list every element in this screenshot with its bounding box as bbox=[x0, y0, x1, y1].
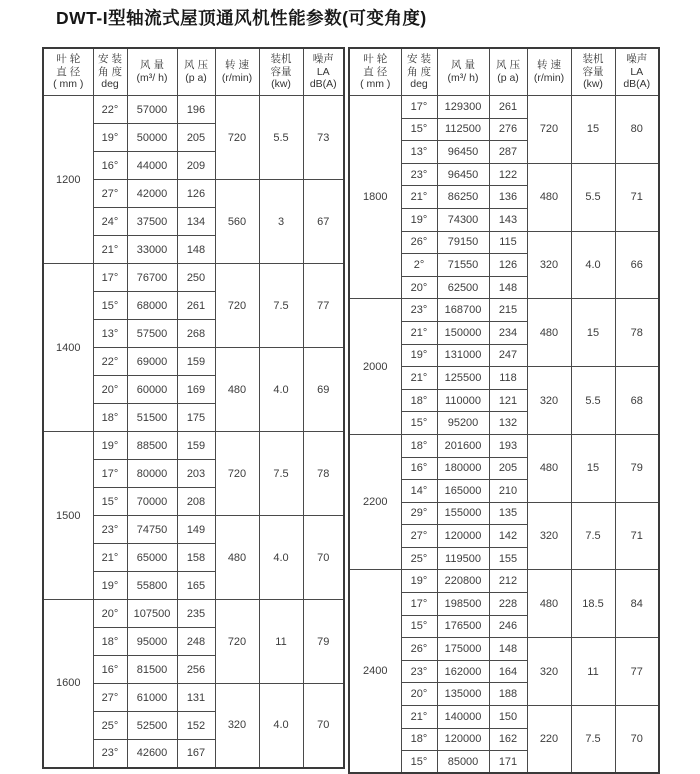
capacity-cell: 7.5 bbox=[571, 706, 615, 774]
angle-cell: 22° bbox=[93, 96, 127, 124]
angle-cell: 26° bbox=[401, 638, 437, 661]
angle-cell: 26° bbox=[401, 231, 437, 254]
volume-cell: 60000 bbox=[127, 376, 177, 404]
pressure-cell: 131 bbox=[177, 684, 215, 712]
noise-cell: 67 bbox=[303, 180, 344, 264]
angle-cell: 22° bbox=[93, 348, 127, 376]
angle-cell: 21° bbox=[93, 544, 127, 572]
angle-cell: 25° bbox=[401, 547, 437, 570]
capacity-cell: 5.5 bbox=[571, 163, 615, 231]
speed-cell: 720 bbox=[215, 432, 259, 516]
col-header-speed: 转 速 (r/min) bbox=[527, 48, 571, 96]
noise-cell: 70 bbox=[303, 684, 344, 768]
pressure-cell: 118 bbox=[489, 367, 527, 390]
pressure-cell: 148 bbox=[489, 638, 527, 661]
noise-cell: 66 bbox=[615, 231, 659, 299]
table-row bbox=[43, 264, 344, 292]
volume-cell: 135000 bbox=[437, 683, 489, 706]
angle-cell: 19° bbox=[93, 572, 127, 600]
angle-cell: 15° bbox=[401, 412, 437, 435]
volume-cell: 62500 bbox=[437, 276, 489, 299]
noise-cell: 78 bbox=[615, 299, 659, 367]
volume-cell: 79150 bbox=[437, 231, 489, 254]
pressure-cell: 196 bbox=[177, 96, 215, 124]
capacity-cell: 15 bbox=[571, 299, 615, 367]
capacity-cell: 7.5 bbox=[571, 502, 615, 570]
volume-cell: 42600 bbox=[127, 740, 177, 768]
volume-cell: 125500 bbox=[437, 367, 489, 390]
speed-cell: 480 bbox=[215, 348, 259, 432]
volume-cell: 76700 bbox=[127, 264, 177, 292]
volume-cell: 55800 bbox=[127, 572, 177, 600]
angle-cell: 17° bbox=[401, 96, 437, 119]
volume-cell: 95200 bbox=[437, 412, 489, 435]
pressure-cell: 210 bbox=[489, 480, 527, 503]
pressure-cell: 205 bbox=[177, 124, 215, 152]
pressure-cell: 158 bbox=[177, 544, 215, 572]
capacity-cell: 4.0 bbox=[259, 348, 303, 432]
capacity-cell: 11 bbox=[259, 600, 303, 684]
volume-cell: 220800 bbox=[437, 570, 489, 593]
volume-cell: 44000 bbox=[127, 152, 177, 180]
speed-cell: 320 bbox=[527, 638, 571, 706]
pressure-cell: 215 bbox=[489, 299, 527, 322]
pressure-cell: 148 bbox=[489, 276, 527, 299]
angle-cell: 27° bbox=[93, 684, 127, 712]
angle-cell: 23° bbox=[401, 299, 437, 322]
pressure-cell: 268 bbox=[177, 320, 215, 348]
angle-cell: 19° bbox=[93, 432, 127, 460]
capacity-cell: 15 bbox=[571, 434, 615, 502]
diameter-cell: 1200 bbox=[43, 96, 93, 264]
capacity-cell: 7.5 bbox=[259, 432, 303, 516]
table-row bbox=[43, 432, 344, 460]
volume-cell: 71550 bbox=[437, 254, 489, 277]
pressure-cell: 248 bbox=[177, 628, 215, 656]
speed-cell: 480 bbox=[527, 299, 571, 367]
angle-cell: 23° bbox=[93, 740, 127, 768]
diameter-cell: 2000 bbox=[349, 299, 401, 435]
volume-cell: 81500 bbox=[127, 656, 177, 684]
pressure-cell: 148 bbox=[177, 236, 215, 264]
col-header-angle: 安 装 角 度 deg bbox=[93, 48, 127, 96]
table-row bbox=[349, 570, 659, 593]
spec-table-right bbox=[348, 47, 660, 774]
speed-cell: 320 bbox=[215, 684, 259, 768]
pressure-cell: 126 bbox=[489, 254, 527, 277]
angle-cell: 19° bbox=[401, 208, 437, 231]
diameter-cell: 2400 bbox=[349, 570, 401, 773]
volume-cell: 112500 bbox=[437, 118, 489, 141]
noise-cell: 69 bbox=[303, 348, 344, 432]
spec-table-left bbox=[42, 47, 345, 769]
volume-cell: 69000 bbox=[127, 348, 177, 376]
col-header-speed: 转 速 (r/min) bbox=[215, 48, 259, 96]
table-row bbox=[43, 600, 344, 628]
header-row bbox=[43, 48, 344, 96]
angle-cell: 21° bbox=[401, 186, 437, 209]
volume-cell: 176500 bbox=[437, 615, 489, 638]
angle-cell: 13° bbox=[93, 320, 127, 348]
pressure-cell: 134 bbox=[177, 208, 215, 236]
angle-cell: 27° bbox=[93, 180, 127, 208]
volume-cell: 110000 bbox=[437, 389, 489, 412]
volume-cell: 57500 bbox=[127, 320, 177, 348]
volume-cell: 80000 bbox=[127, 460, 177, 488]
table-row bbox=[43, 96, 344, 124]
pressure-cell: 122 bbox=[489, 163, 527, 186]
volume-cell: 162000 bbox=[437, 660, 489, 683]
col-header-volume: 风 量 (m³/ h) bbox=[437, 48, 489, 96]
volume-cell: 50000 bbox=[127, 124, 177, 152]
col-header-noise: 噪声 LA dB(A) bbox=[303, 48, 344, 96]
pressure-cell: 132 bbox=[489, 412, 527, 435]
angle-cell: 19° bbox=[401, 344, 437, 367]
angle-cell: 21° bbox=[401, 321, 437, 344]
volume-cell: 51500 bbox=[127, 404, 177, 432]
volume-cell: 131000 bbox=[437, 344, 489, 367]
angle-cell: 16° bbox=[93, 152, 127, 180]
pressure-cell: 115 bbox=[489, 231, 527, 254]
pressure-cell: 162 bbox=[489, 728, 527, 751]
angle-cell: 20° bbox=[93, 600, 127, 628]
capacity-cell: 15 bbox=[571, 96, 615, 164]
speed-cell: 560 bbox=[215, 180, 259, 264]
noise-cell: 84 bbox=[615, 570, 659, 638]
volume-cell: 57000 bbox=[127, 96, 177, 124]
volume-cell: 120000 bbox=[437, 525, 489, 548]
diameter-cell: 1800 bbox=[349, 96, 401, 299]
pressure-cell: 234 bbox=[489, 321, 527, 344]
speed-cell: 720 bbox=[215, 96, 259, 180]
angle-cell: 18° bbox=[93, 628, 127, 656]
header-row bbox=[349, 48, 659, 96]
col-header-angle: 安 装 角 度 deg bbox=[401, 48, 437, 96]
volume-cell: 140000 bbox=[437, 706, 489, 729]
capacity-cell: 7.5 bbox=[259, 264, 303, 348]
volume-cell: 74750 bbox=[127, 516, 177, 544]
noise-cell: 80 bbox=[615, 96, 659, 164]
noise-cell: 79 bbox=[303, 600, 344, 684]
pressure-cell: 175 bbox=[177, 404, 215, 432]
volume-cell: 107500 bbox=[127, 600, 177, 628]
pressure-cell: 246 bbox=[489, 615, 527, 638]
angle-cell: 23° bbox=[401, 163, 437, 186]
pressure-cell: 256 bbox=[177, 656, 215, 684]
pressure-cell: 171 bbox=[489, 751, 527, 774]
angle-cell: 23° bbox=[93, 516, 127, 544]
pressure-cell: 247 bbox=[489, 344, 527, 367]
pressure-cell: 167 bbox=[177, 740, 215, 768]
volume-cell: 37500 bbox=[127, 208, 177, 236]
volume-cell: 155000 bbox=[437, 502, 489, 525]
capacity-cell: 5.5 bbox=[259, 96, 303, 180]
capacity-cell: 18.5 bbox=[571, 570, 615, 638]
speed-cell: 220 bbox=[527, 706, 571, 774]
volume-cell: 96450 bbox=[437, 141, 489, 164]
angle-cell: 17° bbox=[93, 264, 127, 292]
speed-cell: 320 bbox=[527, 502, 571, 570]
table-row bbox=[349, 299, 659, 322]
volume-cell: 165000 bbox=[437, 480, 489, 503]
pressure-cell: 261 bbox=[489, 96, 527, 119]
speed-cell: 480 bbox=[215, 516, 259, 600]
pressure-cell: 250 bbox=[177, 264, 215, 292]
page-title: DWT-I型轴流式屋顶通风机性能参数(可变角度) bbox=[56, 8, 427, 28]
pressure-cell: 135 bbox=[489, 502, 527, 525]
pressure-cell: 164 bbox=[489, 660, 527, 683]
volume-cell: 119500 bbox=[437, 547, 489, 570]
volume-cell: 96450 bbox=[437, 163, 489, 186]
angle-cell: 16° bbox=[93, 656, 127, 684]
noise-cell: 71 bbox=[615, 502, 659, 570]
speed-cell: 480 bbox=[527, 163, 571, 231]
angle-cell: 15° bbox=[401, 118, 437, 141]
angle-cell: 23° bbox=[401, 660, 437, 683]
angle-cell: 19° bbox=[93, 124, 127, 152]
col-header-capacity: 装机 容量 (kw) bbox=[571, 48, 615, 96]
angle-cell: 18° bbox=[401, 434, 437, 457]
diameter-cell: 1400 bbox=[43, 264, 93, 432]
noise-cell: 73 bbox=[303, 96, 344, 180]
col-header-pressure: 风 压 (p a) bbox=[489, 48, 527, 96]
angle-cell: 2° bbox=[401, 254, 437, 277]
pressure-cell: 261 bbox=[177, 292, 215, 320]
pressure-cell: 159 bbox=[177, 432, 215, 460]
angle-cell: 29° bbox=[401, 502, 437, 525]
noise-cell: 77 bbox=[303, 264, 344, 348]
angle-cell: 15° bbox=[401, 751, 437, 774]
pressure-cell: 276 bbox=[489, 118, 527, 141]
pressure-cell: 287 bbox=[489, 141, 527, 164]
volume-cell: 61000 bbox=[127, 684, 177, 712]
noise-cell: 70 bbox=[615, 706, 659, 774]
volume-cell: 33000 bbox=[127, 236, 177, 264]
angle-cell: 15° bbox=[93, 488, 127, 516]
table-row bbox=[349, 434, 659, 457]
noise-cell: 78 bbox=[303, 432, 344, 516]
angle-cell: 19° bbox=[401, 570, 437, 593]
angle-cell: 24° bbox=[93, 208, 127, 236]
volume-cell: 150000 bbox=[437, 321, 489, 344]
angle-cell: 18° bbox=[401, 389, 437, 412]
angle-cell: 20° bbox=[93, 376, 127, 404]
pressure-cell: 235 bbox=[177, 600, 215, 628]
volume-cell: 201600 bbox=[437, 434, 489, 457]
volume-cell: 85000 bbox=[437, 751, 489, 774]
volume-cell: 52500 bbox=[127, 712, 177, 740]
capacity-cell: 5.5 bbox=[571, 367, 615, 435]
volume-cell: 88500 bbox=[127, 432, 177, 460]
pressure-cell: 208 bbox=[177, 488, 215, 516]
speed-cell: 320 bbox=[527, 231, 571, 299]
col-header-volume: 风 量 (m³/ h) bbox=[127, 48, 177, 96]
angle-cell: 17° bbox=[93, 460, 127, 488]
speed-cell: 480 bbox=[527, 434, 571, 502]
pressure-cell: 126 bbox=[177, 180, 215, 208]
noise-cell: 77 bbox=[615, 638, 659, 706]
pressure-cell: 188 bbox=[489, 683, 527, 706]
volume-cell: 198500 bbox=[437, 593, 489, 616]
volume-cell: 120000 bbox=[437, 728, 489, 751]
capacity-cell: 11 bbox=[571, 638, 615, 706]
col-header-noise: 噪声 LA dB(A) bbox=[615, 48, 659, 96]
speed-cell: 480 bbox=[527, 570, 571, 638]
pressure-cell: 149 bbox=[177, 516, 215, 544]
angle-cell: 21° bbox=[401, 706, 437, 729]
speed-cell: 720 bbox=[527, 96, 571, 164]
col-header-diameter: 叶 轮 直 径 ( mm ) bbox=[43, 48, 93, 96]
pressure-cell: 159 bbox=[177, 348, 215, 376]
volume-cell: 95000 bbox=[127, 628, 177, 656]
pressure-cell: 203 bbox=[177, 460, 215, 488]
angle-cell: 21° bbox=[93, 236, 127, 264]
volume-cell: 86250 bbox=[437, 186, 489, 209]
angle-cell: 25° bbox=[93, 712, 127, 740]
col-header-diameter: 叶 轮 直 径 ( mm ) bbox=[349, 48, 401, 96]
speed-cell: 320 bbox=[527, 367, 571, 435]
pressure-cell: 169 bbox=[177, 376, 215, 404]
angle-cell: 27° bbox=[401, 525, 437, 548]
angle-cell: 15° bbox=[401, 615, 437, 638]
pressure-cell: 121 bbox=[489, 389, 527, 412]
angle-cell: 18° bbox=[401, 728, 437, 751]
volume-cell: 68000 bbox=[127, 292, 177, 320]
volume-cell: 180000 bbox=[437, 457, 489, 480]
angle-cell: 15° bbox=[93, 292, 127, 320]
pressure-cell: 205 bbox=[489, 457, 527, 480]
diameter-cell: 2200 bbox=[349, 434, 401, 570]
capacity-cell: 4.0 bbox=[571, 231, 615, 299]
pressure-cell: 212 bbox=[489, 570, 527, 593]
pressure-cell: 193 bbox=[489, 434, 527, 457]
volume-cell: 74300 bbox=[437, 208, 489, 231]
pressure-cell: 136 bbox=[489, 186, 527, 209]
speed-cell: 720 bbox=[215, 600, 259, 684]
noise-cell: 71 bbox=[615, 163, 659, 231]
pressure-cell: 155 bbox=[489, 547, 527, 570]
noise-cell: 70 bbox=[303, 516, 344, 600]
angle-cell: 18° bbox=[93, 404, 127, 432]
col-header-capacity: 装机 容量 (kw) bbox=[259, 48, 303, 96]
noise-cell: 79 bbox=[615, 434, 659, 502]
angle-cell: 16° bbox=[401, 457, 437, 480]
diameter-cell: 1600 bbox=[43, 600, 93, 768]
pressure-cell: 143 bbox=[489, 208, 527, 231]
volume-cell: 42000 bbox=[127, 180, 177, 208]
col-header-pressure: 风 压 (p a) bbox=[177, 48, 215, 96]
capacity-cell: 4.0 bbox=[259, 516, 303, 600]
pressure-cell: 150 bbox=[489, 706, 527, 729]
table-row bbox=[349, 96, 659, 119]
angle-cell: 14° bbox=[401, 480, 437, 503]
angle-cell: 21° bbox=[401, 367, 437, 390]
pressure-cell: 228 bbox=[489, 593, 527, 616]
volume-cell: 175000 bbox=[437, 638, 489, 661]
volume-cell: 129300 bbox=[437, 96, 489, 119]
angle-cell: 20° bbox=[401, 276, 437, 299]
capacity-cell: 3 bbox=[259, 180, 303, 264]
pressure-cell: 209 bbox=[177, 152, 215, 180]
volume-cell: 65000 bbox=[127, 544, 177, 572]
angle-cell: 17° bbox=[401, 593, 437, 616]
noise-cell: 68 bbox=[615, 367, 659, 435]
pressure-cell: 152 bbox=[177, 712, 215, 740]
angle-cell: 13° bbox=[401, 141, 437, 164]
volume-cell: 168700 bbox=[437, 299, 489, 322]
angle-cell: 20° bbox=[401, 683, 437, 706]
capacity-cell: 4.0 bbox=[259, 684, 303, 768]
speed-cell: 720 bbox=[215, 264, 259, 348]
diameter-cell: 1500 bbox=[43, 432, 93, 600]
pressure-cell: 165 bbox=[177, 572, 215, 600]
pressure-cell: 142 bbox=[489, 525, 527, 548]
volume-cell: 70000 bbox=[127, 488, 177, 516]
